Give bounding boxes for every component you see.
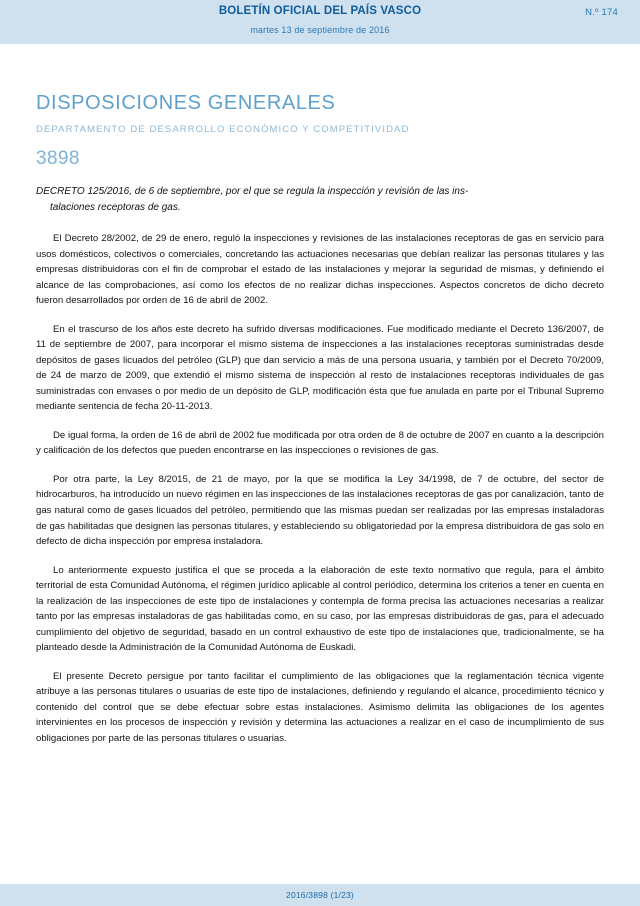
decree-title-line-1: DECRETO 125/2016, de 6 de septiembre, por el que se regula la inspección y revisión de las ins- [36,186,469,197]
entry-number: 3898 [36,148,80,169]
section-title: DISPOSICIONES GENERALES [36,92,336,114]
body-paragraph: El Decreto 28/2002, de 29 de enero, reguló la inspecciones y revisiones de las instalaciones receptoras de gas en servicio para usos domésticos, colectivos o comerciales, concretando las actuaciones necesarias que debían realizar las personas titulares y las empresas distribuidoras con el fin de comprobar el estado de las instalaciones y mejorar la seguridad de mismas, y definiendo el alcance de las comprobaciones, así como los efectos de no realizar dichas inspecciones. Aspectos concretos de dicho decreto fueron desarrollados por orden de 16 de abril de 2002. [36,233,604,307]
decree-title [36,184,604,215]
gazette-issue-number: N.º 174 [585,7,618,18]
gazette-masthead [0,0,640,44]
body-paragraph: Por otra parte, la Ley 8/2015, de 21 de mayo, por la que se modifica la Ley 34/1998, de 7 de octubre, del sector de hidrocarburos, ha introducido un nuevo régimen en las inspecciones de las instalaciones receptoras de gas por canalización, tanto de gas natural como de gases licuados del petróleo, permitiendo que las mismas puedan ser realizadas por las empresas instaladoras de gas habilitadas que designen las personas titulares, y estableciendo su obligatoriedad por la empresa distribuidora de gas solo en defecto de dicha inspección por empresa instaladora. [36,473,604,548]
document-content [0,92,640,746]
page-footer [0,884,640,906]
department-title: DEPARTAMENTO DE DESARROLLO ECONÓMICO Y COMPETITIVIDAD [36,124,410,135]
body-paragraph: De igual forma, la orden de 16 de abril de 2002 fue modificada por otra orden de 8 de octubre de 2007 en cuanto a la descripción y calificación de los defectos que pueden encontrarse en las inspecciones o revisiones de gas. [36,429,604,457]
footer-page-reference: 2016/3898 (1/23) [286,890,354,900]
body-paragraph: El presente Decreto persigue por tanto facilitar el cumplimiento de las obligaciones que la reglamentación técnica vigente atribuye a las personas titulares o usuarias de este tipo de instalaciones, definiendo y regulando el alcance, procedimiento técnico y contenido del control que se debe efectuar sobre estas instalaciones. Asimismo delimita las obligaciones de los agentes intervinientes en los procesos de inspección y revisión y determina las actuaciones a realizar en el caso de incumplimiento de sus obligaciones por parte de las personas titulares o usuarias. [36,670,604,744]
body-paragraph: En el trascurso de los años este decreto ha sufrido diversas modificaciones. Fue modificado mediante el Decreto 136/2007, de 11 de septiembre de 2007, para incorporar el mismo sistema de inspecciones a las instalaciones receptoras suministradas desde depósitos de gases licuados del petróleo (GLP) que dan servicio a más de una persona usuaria, y también por el Decreto 70/2009, de 24 de marzo de 2009, que extendió el mismo sistema de inspección al resto de instalaciones receptoras individuales de gas suministradas con envases o por medio de un depósito de GLP, modificación ésta que fue anulada en parte por el Tribunal Supremo mediante sentencia de fecha 20-11-2013. [36,323,604,413]
decree-title-line-2: talaciones receptoras de gas. [50,201,181,213]
body-paragraph: Lo anteriormente expuesto justifica el que se proceda a la elaboración de este texto normativo que regula, para el ámbito territorial de esta Comunidad Autónoma, el régimen jurídico aplicable al control periódico, determina los criterios a tener en cuenta en la realización de las inspecciones de este tipo de instalaciones y contempla de forma precisa las actuaciones necesarias a realizar tanto por las empresas instaladoras de gas habilitadas como, en su caso, por las empresas distribuidoras de gas, para el adecuado cumplimiento del objetivo de seguridad, basado en un control exhaustivo de este tipo de instalaciones que, tradicionalmente, se ha planteado desde la Administración de la Comunidad Autónoma de Euskadi. [36,564,604,654]
gazette-title: BOLETÍN OFICIAL DEL PAÍS VASCO [218,5,422,17]
gazette-date: martes 13 de septiembre de 2016 [250,25,390,35]
